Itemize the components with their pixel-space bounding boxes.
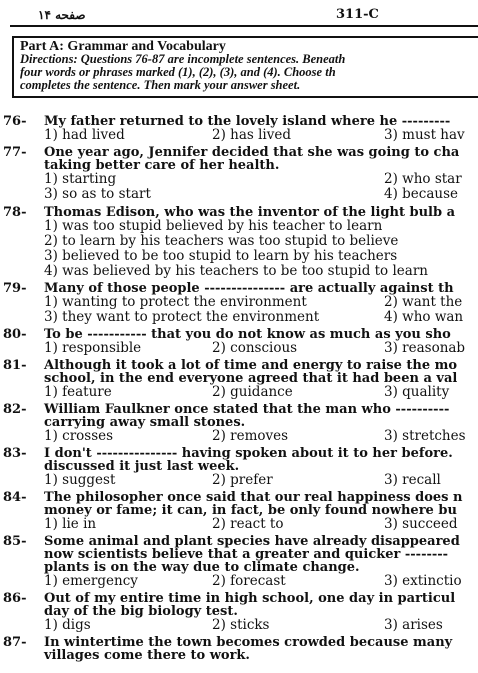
option-row bbox=[0, 295, 478, 310]
answer-option[interactable]: 1) lie in bbox=[44, 516, 97, 532]
question-item bbox=[0, 403, 478, 444]
question-number: 84- bbox=[3, 490, 27, 505]
answer-option[interactable]: 2) guidance bbox=[212, 384, 293, 400]
question-number: 82- bbox=[3, 402, 27, 417]
directions-line-1: Directions: Questions 76-87 are incomplete sentences. Beneath bbox=[20, 52, 346, 66]
answer-option[interactable]: 4) because bbox=[384, 186, 458, 202]
question-number: 86- bbox=[3, 591, 27, 606]
answer-option[interactable]: 1) responsible bbox=[44, 340, 142, 356]
question-number: 79- bbox=[3, 281, 27, 296]
question-stem-line: Out of my entire time in high school, one day in particul bbox=[44, 591, 456, 606]
option-row bbox=[0, 429, 478, 444]
answer-option[interactable]: 1) had lived bbox=[44, 127, 125, 143]
question-stem-line: Many of those people --------------- are actually against th bbox=[44, 281, 454, 296]
question-stem-line: To be ----------- that you do not know as much as you sho bbox=[44, 327, 451, 342]
question-number: 83- bbox=[3, 446, 27, 461]
answer-option[interactable]: 1) crosses bbox=[44, 428, 114, 444]
answer-option[interactable]: 2) removes bbox=[212, 428, 289, 444]
question-item bbox=[0, 146, 478, 202]
answer-option[interactable]: 1) digs bbox=[44, 617, 91, 633]
answer-option[interactable]: 1) wanting to protect the environment bbox=[44, 294, 307, 310]
option-row bbox=[0, 341, 478, 356]
question-stem-line: William Faulkner once stated that the man who ---------- bbox=[44, 402, 450, 417]
question-stem-line: villages come there to work. bbox=[44, 648, 250, 663]
question-stem-line: I don't --------------- having spoken about it to her before. bbox=[44, 446, 453, 461]
answer-option[interactable]: 2) conscious bbox=[212, 340, 298, 356]
question-number: 81- bbox=[3, 358, 27, 373]
answer-option[interactable]: 3) they want to protect the environment bbox=[44, 309, 320, 325]
header-divider bbox=[10, 25, 478, 27]
question-number: 76- bbox=[3, 114, 27, 129]
question-stem-line: money or fame; it can, in fact, be only found nowhere bu bbox=[44, 503, 457, 518]
answer-option[interactable]: 3) succeed bbox=[384, 516, 458, 532]
question-item bbox=[0, 491, 478, 532]
question-item bbox=[0, 447, 478, 488]
question-stem-line: In wintertime the town becomes crowded because many bbox=[44, 635, 453, 650]
option-row bbox=[0, 172, 478, 187]
answer-option[interactable]: 2) forecast bbox=[212, 573, 286, 589]
directions-box bbox=[12, 36, 478, 98]
answer-option[interactable]: 3) must hav bbox=[384, 127, 465, 143]
answer-option[interactable]: 1) emergency bbox=[44, 573, 138, 589]
question-stem-line: day of the big biology test. bbox=[44, 604, 238, 619]
question-item bbox=[0, 328, 478, 356]
directions-line-3: completes the sentence. Then mark your answer sheet. bbox=[20, 78, 301, 92]
page-number-label: صفحه ۱۴ bbox=[38, 8, 86, 22]
question-stem-line: Some animal and plant species have already disappeared bbox=[44, 534, 460, 549]
question-number: 78- bbox=[3, 205, 27, 220]
question-stem-line: now scientists believe that a greater and quicker -------- bbox=[44, 547, 449, 562]
answer-option[interactable]: 2) want the bbox=[384, 294, 463, 310]
question-item bbox=[0, 636, 478, 662]
question-stem-line: One year ago, Jennifer decided that she was going to cha bbox=[44, 145, 460, 160]
answer-option[interactable]: 3) extinctio bbox=[384, 573, 462, 589]
answer-option[interactable]: 4) was believed by his teachers to be too stupid to learn bbox=[44, 263, 428, 279]
question-stem-line: taking better care of her health. bbox=[44, 158, 280, 173]
question-item bbox=[0, 592, 478, 633]
answer-option[interactable]: 3) stretches bbox=[384, 428, 466, 444]
option-row bbox=[0, 249, 478, 264]
question-stem-line: Thomas Edison, who was the inventor of the light bulb a bbox=[44, 205, 456, 220]
answer-option[interactable]: 1) starting bbox=[44, 171, 117, 187]
answer-option[interactable]: 2) who star bbox=[384, 171, 462, 187]
section-title: Part A: Grammar and Vocabulary bbox=[20, 39, 226, 54]
exam-code: 311-C bbox=[336, 7, 379, 22]
answer-option[interactable]: 3) arises bbox=[384, 617, 443, 633]
option-row bbox=[0, 264, 478, 279]
question-stem-line: The philosopher once said that our real happiness does n bbox=[44, 490, 463, 505]
question-item bbox=[0, 115, 478, 143]
answer-option[interactable]: 2) react to bbox=[212, 516, 284, 532]
option-row bbox=[0, 517, 478, 532]
question-item bbox=[0, 206, 478, 279]
answer-option[interactable]: 1) suggest bbox=[44, 472, 116, 488]
answer-option[interactable]: 2) to learn by his teachers was too stupid to believe bbox=[44, 233, 399, 249]
answer-option[interactable]: 3) believed to be too stupid to learn by his teachers bbox=[44, 248, 398, 264]
question-stem-line: Although it took a lot of time and energy to raise the mo bbox=[44, 358, 458, 373]
directions-line-2: four words or phrases marked (1), (2), (3), and (4). Choose th bbox=[20, 65, 336, 79]
question-item bbox=[0, 282, 478, 325]
question-stem-line: My father returned to the lovely island where he --------- bbox=[44, 114, 451, 129]
question-stem-line: carrying away small stones. bbox=[44, 415, 246, 430]
answer-option[interactable]: 4) who wan bbox=[384, 309, 464, 325]
option-row bbox=[0, 473, 478, 488]
answer-option[interactable]: 3) reasonab bbox=[384, 340, 466, 356]
answer-option[interactable]: 1) feature bbox=[44, 384, 112, 400]
question-item bbox=[0, 535, 478, 589]
question-stem-line: school, in the end everyone agreed that it had been a val bbox=[44, 371, 458, 386]
question-stem-line: plants is on the way due to climate change. bbox=[44, 560, 360, 575]
option-row bbox=[0, 574, 478, 589]
option-row bbox=[0, 128, 478, 143]
answer-option[interactable]: 3) recall bbox=[384, 472, 441, 488]
answer-option[interactable]: 1) was too stupid believed by his teacher to learn bbox=[44, 218, 383, 234]
answer-option[interactable]: 2) prefer bbox=[212, 472, 273, 488]
answer-option[interactable]: 2) has lived bbox=[212, 127, 292, 143]
question-list bbox=[0, 112, 478, 662]
option-row bbox=[0, 219, 478, 234]
option-row bbox=[0, 310, 478, 325]
option-row bbox=[0, 234, 478, 249]
option-row bbox=[0, 618, 478, 633]
question-number: 85- bbox=[3, 534, 27, 549]
answer-option[interactable]: 3) quality bbox=[384, 384, 450, 400]
option-row bbox=[0, 385, 478, 400]
question-number: 87- bbox=[3, 635, 27, 650]
question-item bbox=[0, 359, 478, 400]
answer-option[interactable]: 3) so as to start bbox=[44, 186, 151, 202]
answer-option[interactable]: 2) sticks bbox=[212, 617, 270, 633]
question-number: 80- bbox=[3, 327, 27, 342]
option-row bbox=[0, 187, 478, 202]
question-number: 77- bbox=[3, 145, 27, 160]
question-stem-line: discussed it just last week. bbox=[44, 459, 240, 474]
